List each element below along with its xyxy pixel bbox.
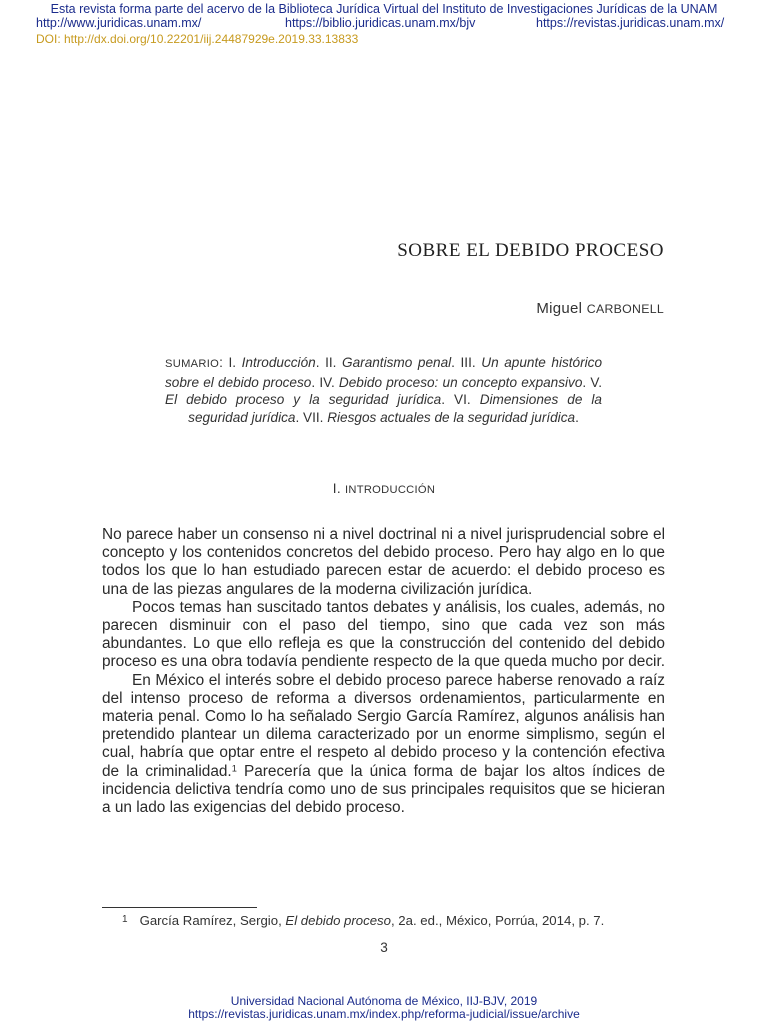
link-juridicas[interactable]: http://www.juridicas.unam.mx/	[36, 16, 202, 30]
paragraph: No parece haber un consenso ni a nivel doctrinal ni a nivel jurisprudencial sobre el concepto y los contenidos concretos del debido proceso. Pero hay algo en lo que todos los que lo han estudiado parecen estar de acuerdo: el debido proceso es una de las piezas angulares de la moderna civilización jurídica.	[102, 526, 665, 598]
footnote-mark: 1	[122, 914, 128, 925]
section-heading	[0, 481, 768, 496]
section-number: I.	[332, 481, 341, 496]
sumario-item: III. Un apunte histórico sobre el debido proceso.	[165, 355, 603, 390]
sumario-item: VI. Dimensiones de la seguridad jurídica.	[188, 392, 602, 425]
sumario-item: V. El debido proceso y la seguridad jurídica.	[165, 374, 603, 408]
paragraph: Pocos temas han suscitado tantos debates y análisis, los cuales, además, no parecen disminuir con el paso del tiempo, sino que cada vez son más abundantes. Lo que ello refleja es que la construcción del contenido del debido proceso es una obra todavía pendiente respecto de la que queda mucho por decir.	[102, 598, 666, 671]
sumario-block: SUMARIO: I. Introducción. II. Garantismo penal. III. Un apunte histórico sobre el debido proceso. IV. Debido proceso: un concepto expansivo. V. El debido proceso y la seguridad jurídica. VI. Dimensiones de la seguridad jurídica. VII. Riesgos actuales de la seguridad jurídica.	[165, 355, 603, 425]
body-text	[102, 526, 665, 817]
page-number: 3	[380, 940, 388, 955]
footnote: $^1$ García Ramírez, Sergio, El debido proceso, 2a. ed., México, Porrúa, 2014, p. 7.	[122, 913, 605, 928]
footer-institution: Universidad Nacional Autónoma de México, IIJ-BJV, 2019	[230, 994, 538, 1008]
sumario-label: SUMARIO	[165, 358, 220, 370]
sumario-item: IV. Debido proceso: un concepto expansivo.	[319, 374, 591, 390]
footnote-divider	[102, 907, 257, 908]
repository-notice: Esta revista forma parte del acervo de la Biblioteca Jurídica Virtual del Instituto de Investigaciones Jurídicas de la UNAM	[50, 2, 718, 16]
footnote-reference[interactable]: 1	[231, 763, 237, 774]
footnote-book-title: El debido proceso	[285, 913, 391, 928]
article-title: SOBRE EL DEBIDO PROCESO	[397, 240, 664, 261]
paragraph: En México el interés sobre el debido proceso parece haberse renovado a raíz del intenso proceso de reforma a diversos ordenamientos, particularmente en materia penal. Como lo ha señalado Sergio García Ramírez, algunos análisis han pretendido plantear un dilema caracterizado por un enorme simplismo, según el cual, habría que optar entre el respeto al debido proceso y la contención efectiva de la criminalidad.$^1$ Parecería que la única forma de bajar los altos índices de incidencia delictiva tendría como uno de sus principales requisitos que se hicieran a un lado las exigencias del debido proceso.	[102, 671, 665, 817]
link-biblio[interactable]: https://biblio.juridicas.unam.mx/bjv	[285, 16, 476, 30]
article-author	[536, 300, 664, 317]
sumario-item: VII. Riesgos actuales de la seguridad jurídica.	[303, 409, 579, 425]
author-last-name: CARBONELL	[586, 302, 664, 316]
link-revistas[interactable]: https://revistas.juridicas.unam.mx/	[536, 16, 725, 30]
author-first-name: Miguel	[536, 300, 583, 317]
sumario-item: I. Introducción.	[228, 355, 326, 370]
sumario-item: II. Garantismo penal.	[325, 355, 461, 370]
footer-archive-link[interactable]: https://revistas.juridicas.unam.mx/index.php/reforma-judicial/issue/archive	[188, 1007, 580, 1021]
section-title: INTRODUCCIÓN	[344, 484, 436, 496]
doi-link[interactable]: DOI: http://dx.doi.org/10.22201/iij.24487929e.2019.33.13833	[36, 32, 359, 46]
